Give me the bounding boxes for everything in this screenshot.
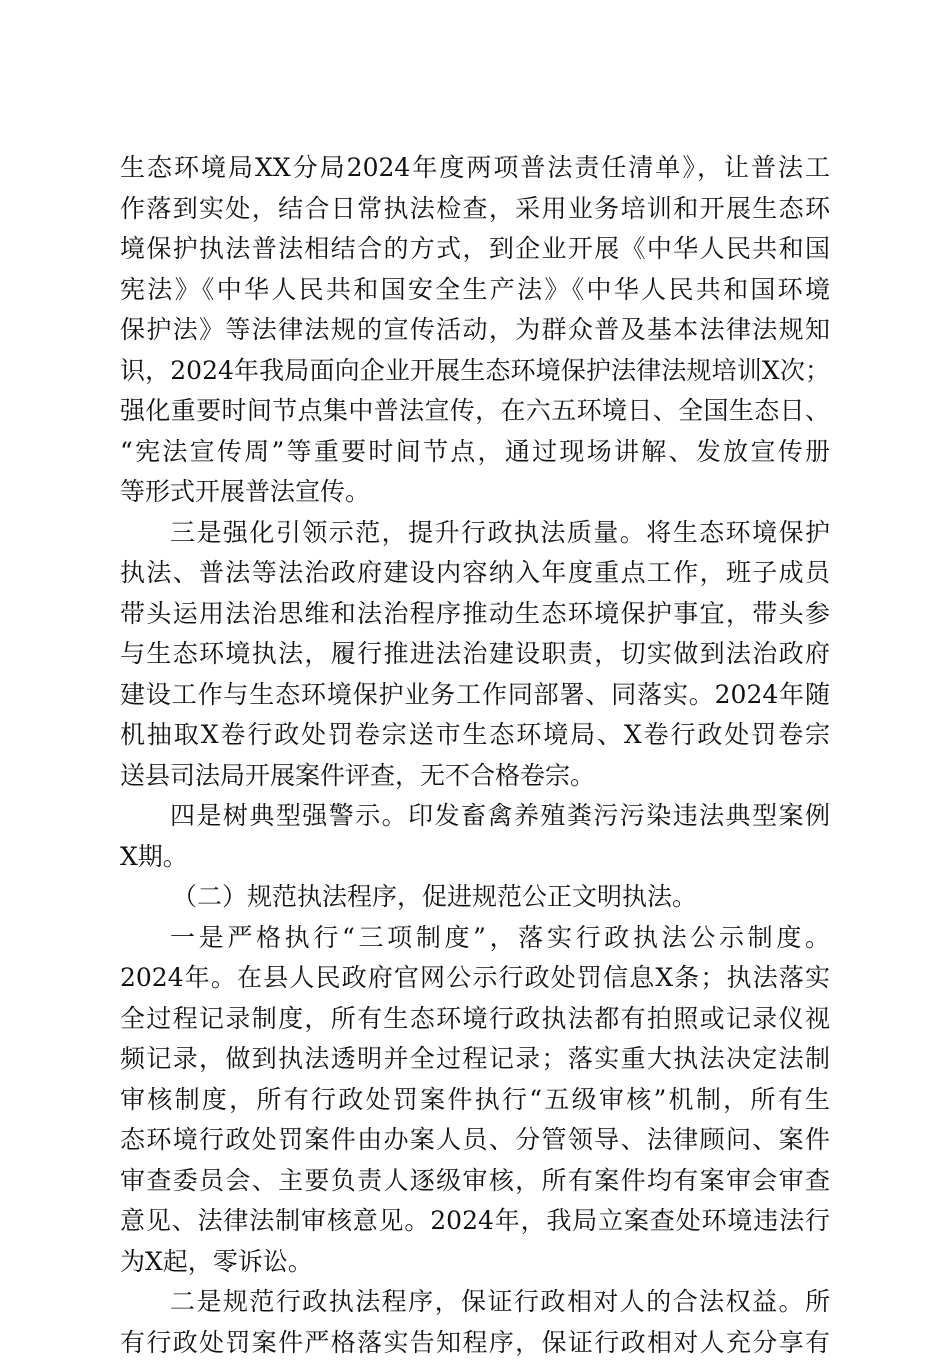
text-line: 识，2024年我局面向企业开展生态环境保护法律法规培训X次；	[120, 351, 830, 392]
text-line: 与生态环境执法，履行推进法治建设职责，切实做到法治政府	[120, 634, 830, 675]
paragraph-start-line: 一是严格执行“三项制度”，落实行政执法公示制度。	[120, 918, 830, 959]
text-line: 送县司法局开展案件评查，无不合格卷宗。	[120, 756, 830, 797]
text-line: 有行政处罚案件严格落实告知程序，保证行政相对人充分享有	[120, 1323, 830, 1363]
text-line: 频记录，做到执法透明并全过程记录；落实重大执法决定法制	[120, 1039, 830, 1080]
text-line: X期。	[120, 837, 830, 878]
text-line: 等形式开展普法宣传。	[120, 472, 830, 513]
text-line: 境保护执法普法相结合的方式，到企业开展《中华人民共和国	[120, 229, 830, 270]
text-line: 建设工作与生态环境保护业务工作同部署、同落实。2024年随	[120, 675, 830, 716]
text-line: “宪法宣传周”等重要时间节点，通过现场讲解、发放宣传册	[120, 432, 830, 473]
text-line: 作落到实处，结合日常执法检查，采用业务培训和开展生态环	[120, 189, 830, 230]
text-line: 机抽取X卷行政处罚卷宗送市生态环境局、X卷行政处罚卷宗	[120, 715, 830, 756]
document-body	[120, 148, 830, 1363]
text-line: 强化重要时间节点集中普法宣传，在六五环境日、全国生态日、	[120, 391, 830, 432]
section-heading: （二）规范执法程序，促进规范公正文明执法。	[120, 877, 830, 918]
text-line: 态环境行政处罚案件由办案人员、分管领导、法律顾问、案件	[120, 1120, 830, 1161]
text-line: 为X起，零诉讼。	[120, 1242, 830, 1283]
paragraph-start-line: 二是规范行政执法程序，保证行政相对人的合法权益。所	[120, 1282, 830, 1323]
text-line: 带头运用法治思维和法治程序推动生态环境保护事宜，带头参	[120, 594, 830, 635]
text-line: 2024年。在县人民政府官网公示行政处罚信息X条；执法落实	[120, 958, 830, 999]
text-line: 审查委员会、主要负责人逐级审核，所有案件均有案审会审查	[120, 1161, 830, 1202]
paragraph-start-line: 三是强化引领示范，提升行政执法质量。将生态环境保护	[120, 513, 830, 554]
text-line: 生态环境局XX分局2024年度两项普法责任清单》，让普法工	[120, 148, 830, 189]
text-line: 审核制度，所有行政处罚案件执行“五级审核”机制，所有生	[120, 1080, 830, 1121]
text-line: 执法、普法等法治政府建设内容纳入年度重点工作，班子成员	[120, 553, 830, 594]
text-line: 宪法》《中华人民共和国安全生产法》《中华人民共和国环境	[120, 270, 830, 311]
text-line: 全过程记录制度，所有生态环境行政执法都有拍照或记录仪视	[120, 999, 830, 1040]
text-line: 保护法》等法律法规的宣传活动，为群众普及基本法律法规知	[120, 310, 830, 351]
paragraph-start-line: 四是树典型强警示。印发畜禽养殖粪污污染违法典型案例	[120, 796, 830, 837]
text-line: 意见、法律法制审核意见。2024年，我局立案查处环境违法行	[120, 1201, 830, 1242]
